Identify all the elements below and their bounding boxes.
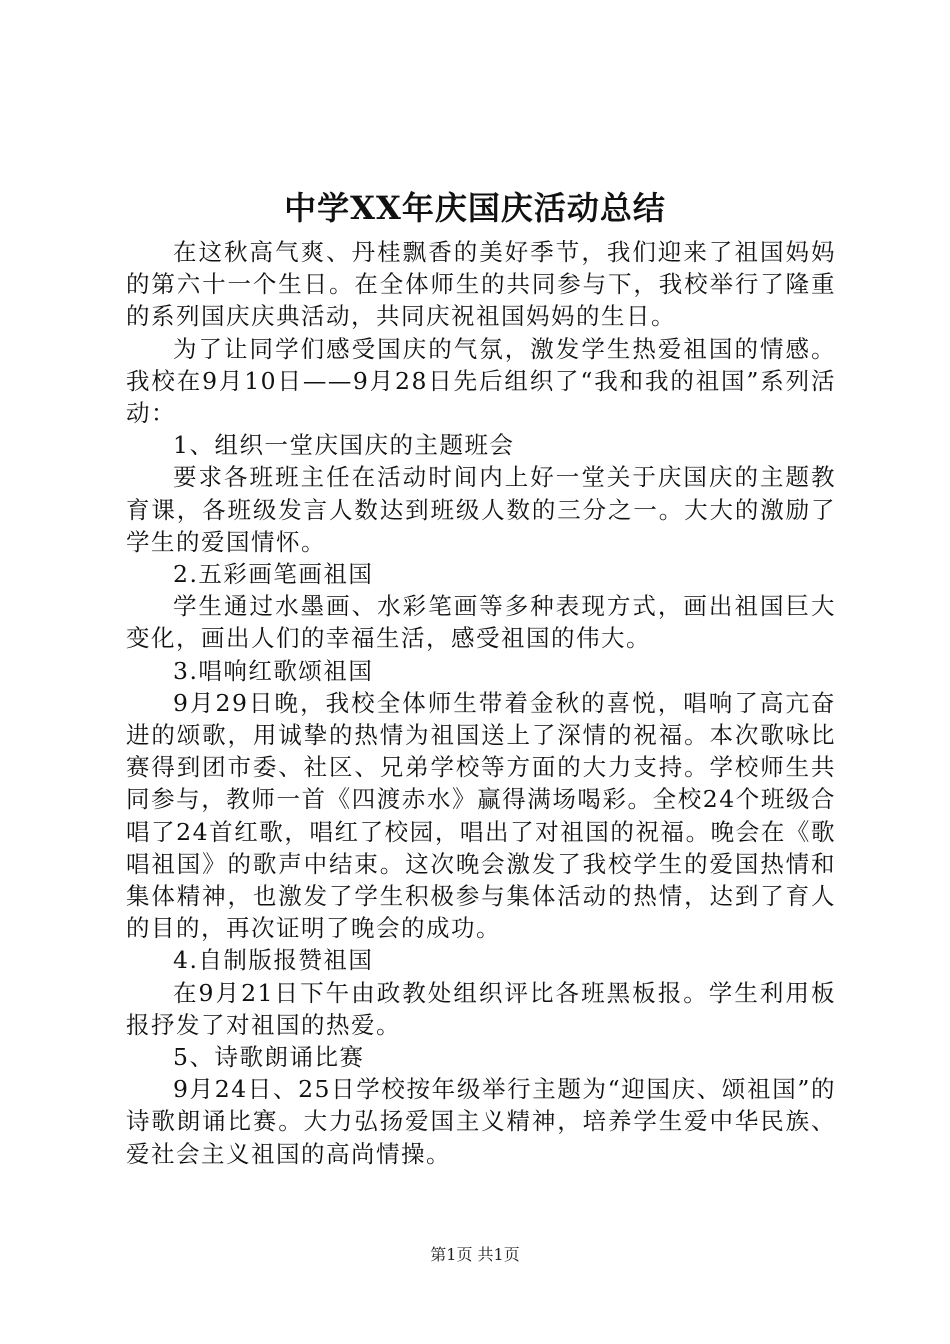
- paragraph-red-songs: 9月29日晚，我校全体师生带着金秋的喜悦，唱响了高亢奋进的颂歌，用诚挚的热情为祖国送上了深情的祝福。本次歌咏比赛得到团市委、社区、兄弟学校等方面的大力支持。学校师生共同参与，教师一首《四渡赤水》赢得满场喝彩。全校24个班级合唱了24首红歌，唱红了校园，唱出了对祖国的祝福。晚会在《歌唱祖国》的歌声中结束。这次晚会激发了我校学生的爱国热情和集体精神，也激发了学生积极参与集体活动的热情，达到了育人的目的，再次证明了晚会的成功。: [126, 688, 836, 943]
- document-title: 中学XX年庆国庆活动总结: [284, 189, 666, 227]
- paragraph-poetry: 9月24日、25日学校按年级举行主题为“迎国庆、颂祖国”的诗歌朗诵比赛。大力弘扬爱国主义精神，培养学生爱中华民族、爱社会主义祖国的高尚情操。: [126, 1075, 836, 1168]
- paragraph-class-meeting: 要求各班班主任在活动时间内上好一堂关于庆国庆的主题教育课，各班级发言人数达到班级人数的三分之一。大大的激励了学生的爱国情怀。: [126, 463, 836, 556]
- section-heading-painting: 2.五彩画笔画祖国: [173, 560, 374, 589]
- section-heading-red-songs: 3.唱响红歌颂祖国: [173, 656, 374, 685]
- paragraph-activities-intro: 为了让同学们感受国庆的气氛，激发学生热爱祖国的情感。我校在9月10日——9月28日先后组织了“我和我的祖国”系列活动：: [126, 334, 836, 428]
- section-heading-blackboard: 4.自制版报赞祖国: [173, 946, 374, 975]
- section-heading-class-meeting: 1、组织一堂庆国庆的主题班会: [173, 431, 515, 460]
- paragraph-painting: 学生通过水墨画、水彩笔画等多种表现方式，画出祖国巨大变化，画出人们的幸福生活，感受祖国的伟大。: [126, 592, 836, 653]
- page-number-footer: 第1页 共1页: [430, 1245, 520, 1264]
- section-heading-poetry: 5、诗歌朗诵比赛: [173, 1043, 365, 1072]
- paragraph-blackboard: 在9月21日下午由政教处组织评比各班黑板报。学生利用板报抒发了对祖国的热爱。: [126, 978, 836, 1039]
- document-body: [126, 236, 836, 1170]
- paragraph-intro: 在这秋高气爽、丹桂飘香的美好季节，我们迎来了祖国妈妈的第六十一个生日。在全体师生的共同参与下，我校举行了隆重的系列国庆庆典活动，共同庆祝祖国妈妈的生日。: [126, 238, 836, 331]
